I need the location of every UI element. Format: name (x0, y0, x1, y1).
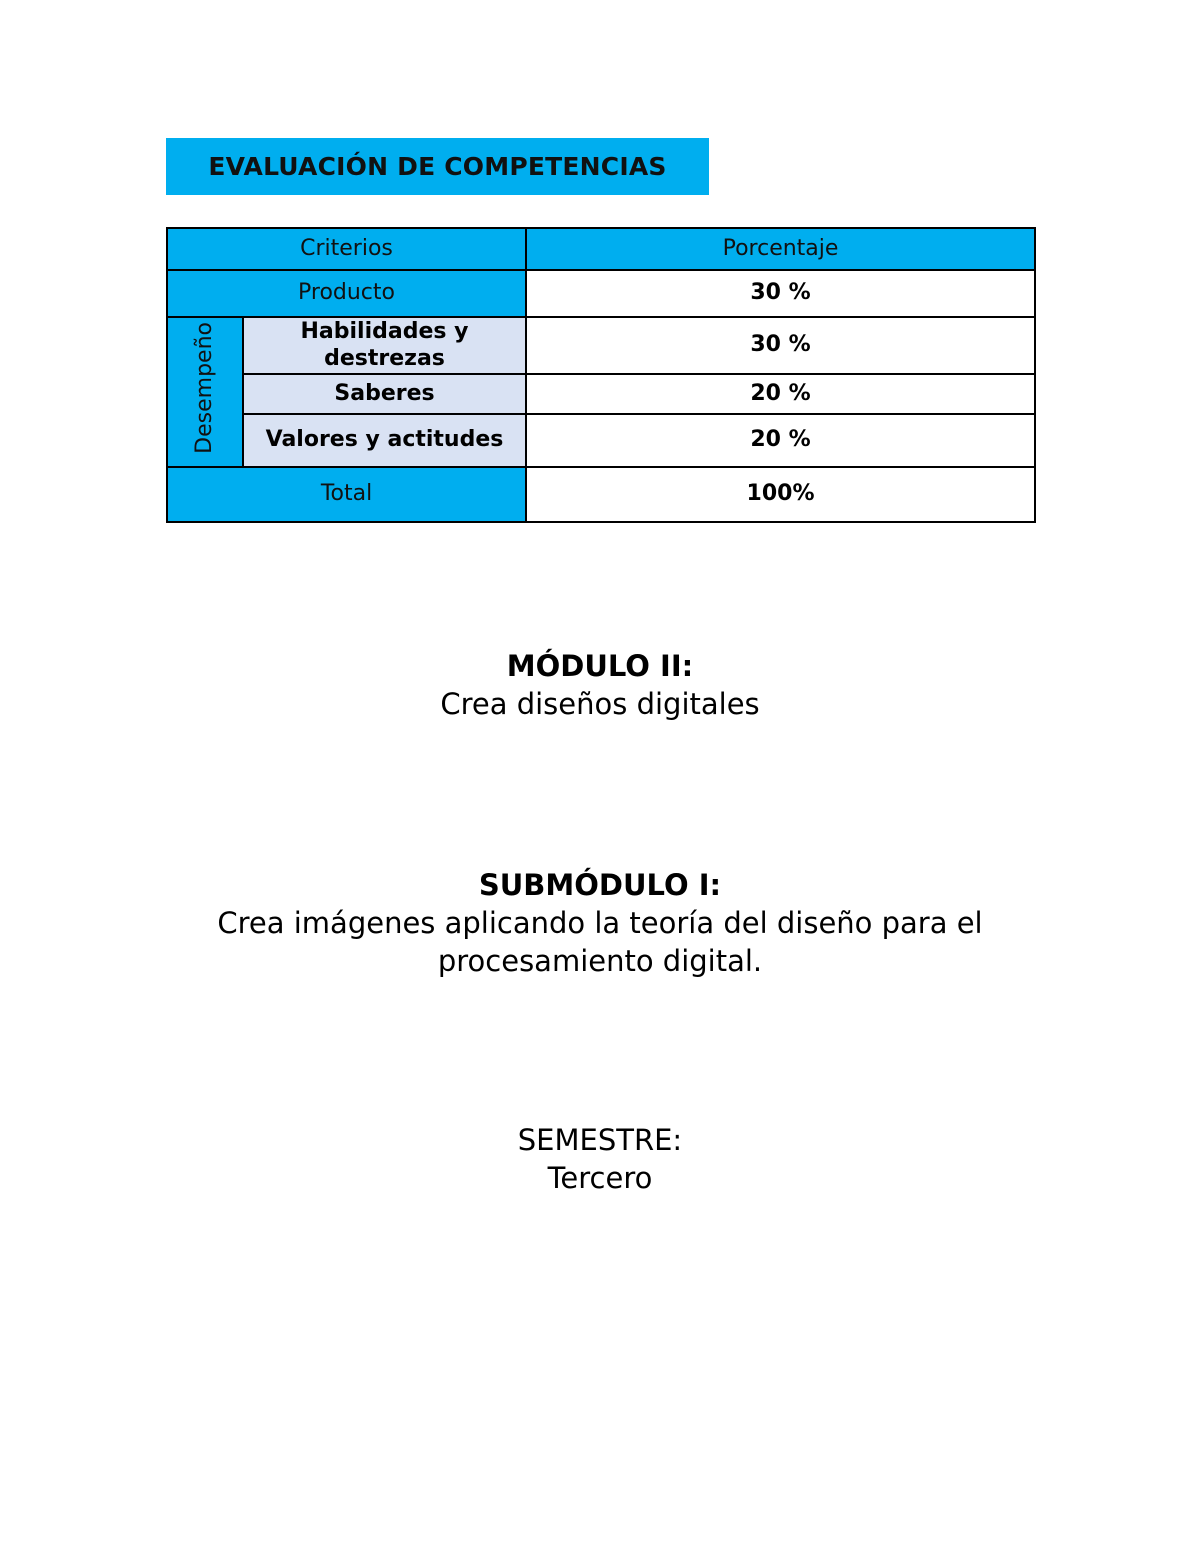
module-text: Crea diseños digitales (440, 687, 760, 721)
total-value: 100% (526, 467, 1035, 522)
document-title: EVALUACIÓN DE COMPETENCIAS (166, 138, 709, 195)
performance-group-cell (167, 317, 243, 467)
evaluation-table (166, 227, 1036, 523)
product-label: Producto (167, 270, 526, 317)
habilidades-value: 30 % (526, 317, 1035, 374)
table-row-saberes (167, 374, 1035, 414)
submodule-text-line1: Crea imágenes aplicando la teoría del diseño para el (217, 906, 983, 940)
table-row-valores (167, 414, 1035, 467)
module-heading: MÓDULO II: (506, 649, 694, 683)
module-section (0, 647, 1200, 723)
table-row-total (167, 467, 1035, 522)
submodule-heading: SUBMÓDULO I: (478, 868, 722, 902)
saberes-value: 20 % (526, 374, 1035, 414)
saberes-label: Saberes (243, 374, 526, 414)
submodule-section (0, 866, 1200, 980)
semester-section (0, 1121, 1200, 1197)
table-header-row (167, 228, 1035, 270)
semester-heading: SEMESTRE: (517, 1123, 683, 1157)
product-value: 30 % (526, 270, 1035, 317)
habilidades-label: Habilidades y destrezas (243, 317, 526, 374)
header-criteria: Criterios (167, 228, 526, 270)
semester-text: Tercero (547, 1161, 653, 1195)
performance-group-label: Desempeño (191, 322, 217, 455)
valores-value: 20 % (526, 414, 1035, 467)
table-row-habilidades (167, 317, 1035, 374)
header-percentage: Porcentaje (526, 228, 1035, 270)
total-label: Total (167, 467, 526, 522)
valores-label: Valores y actitudes (243, 414, 526, 467)
submodule-text-line2: procesamiento digital. (437, 944, 763, 978)
table-row-product (167, 270, 1035, 317)
